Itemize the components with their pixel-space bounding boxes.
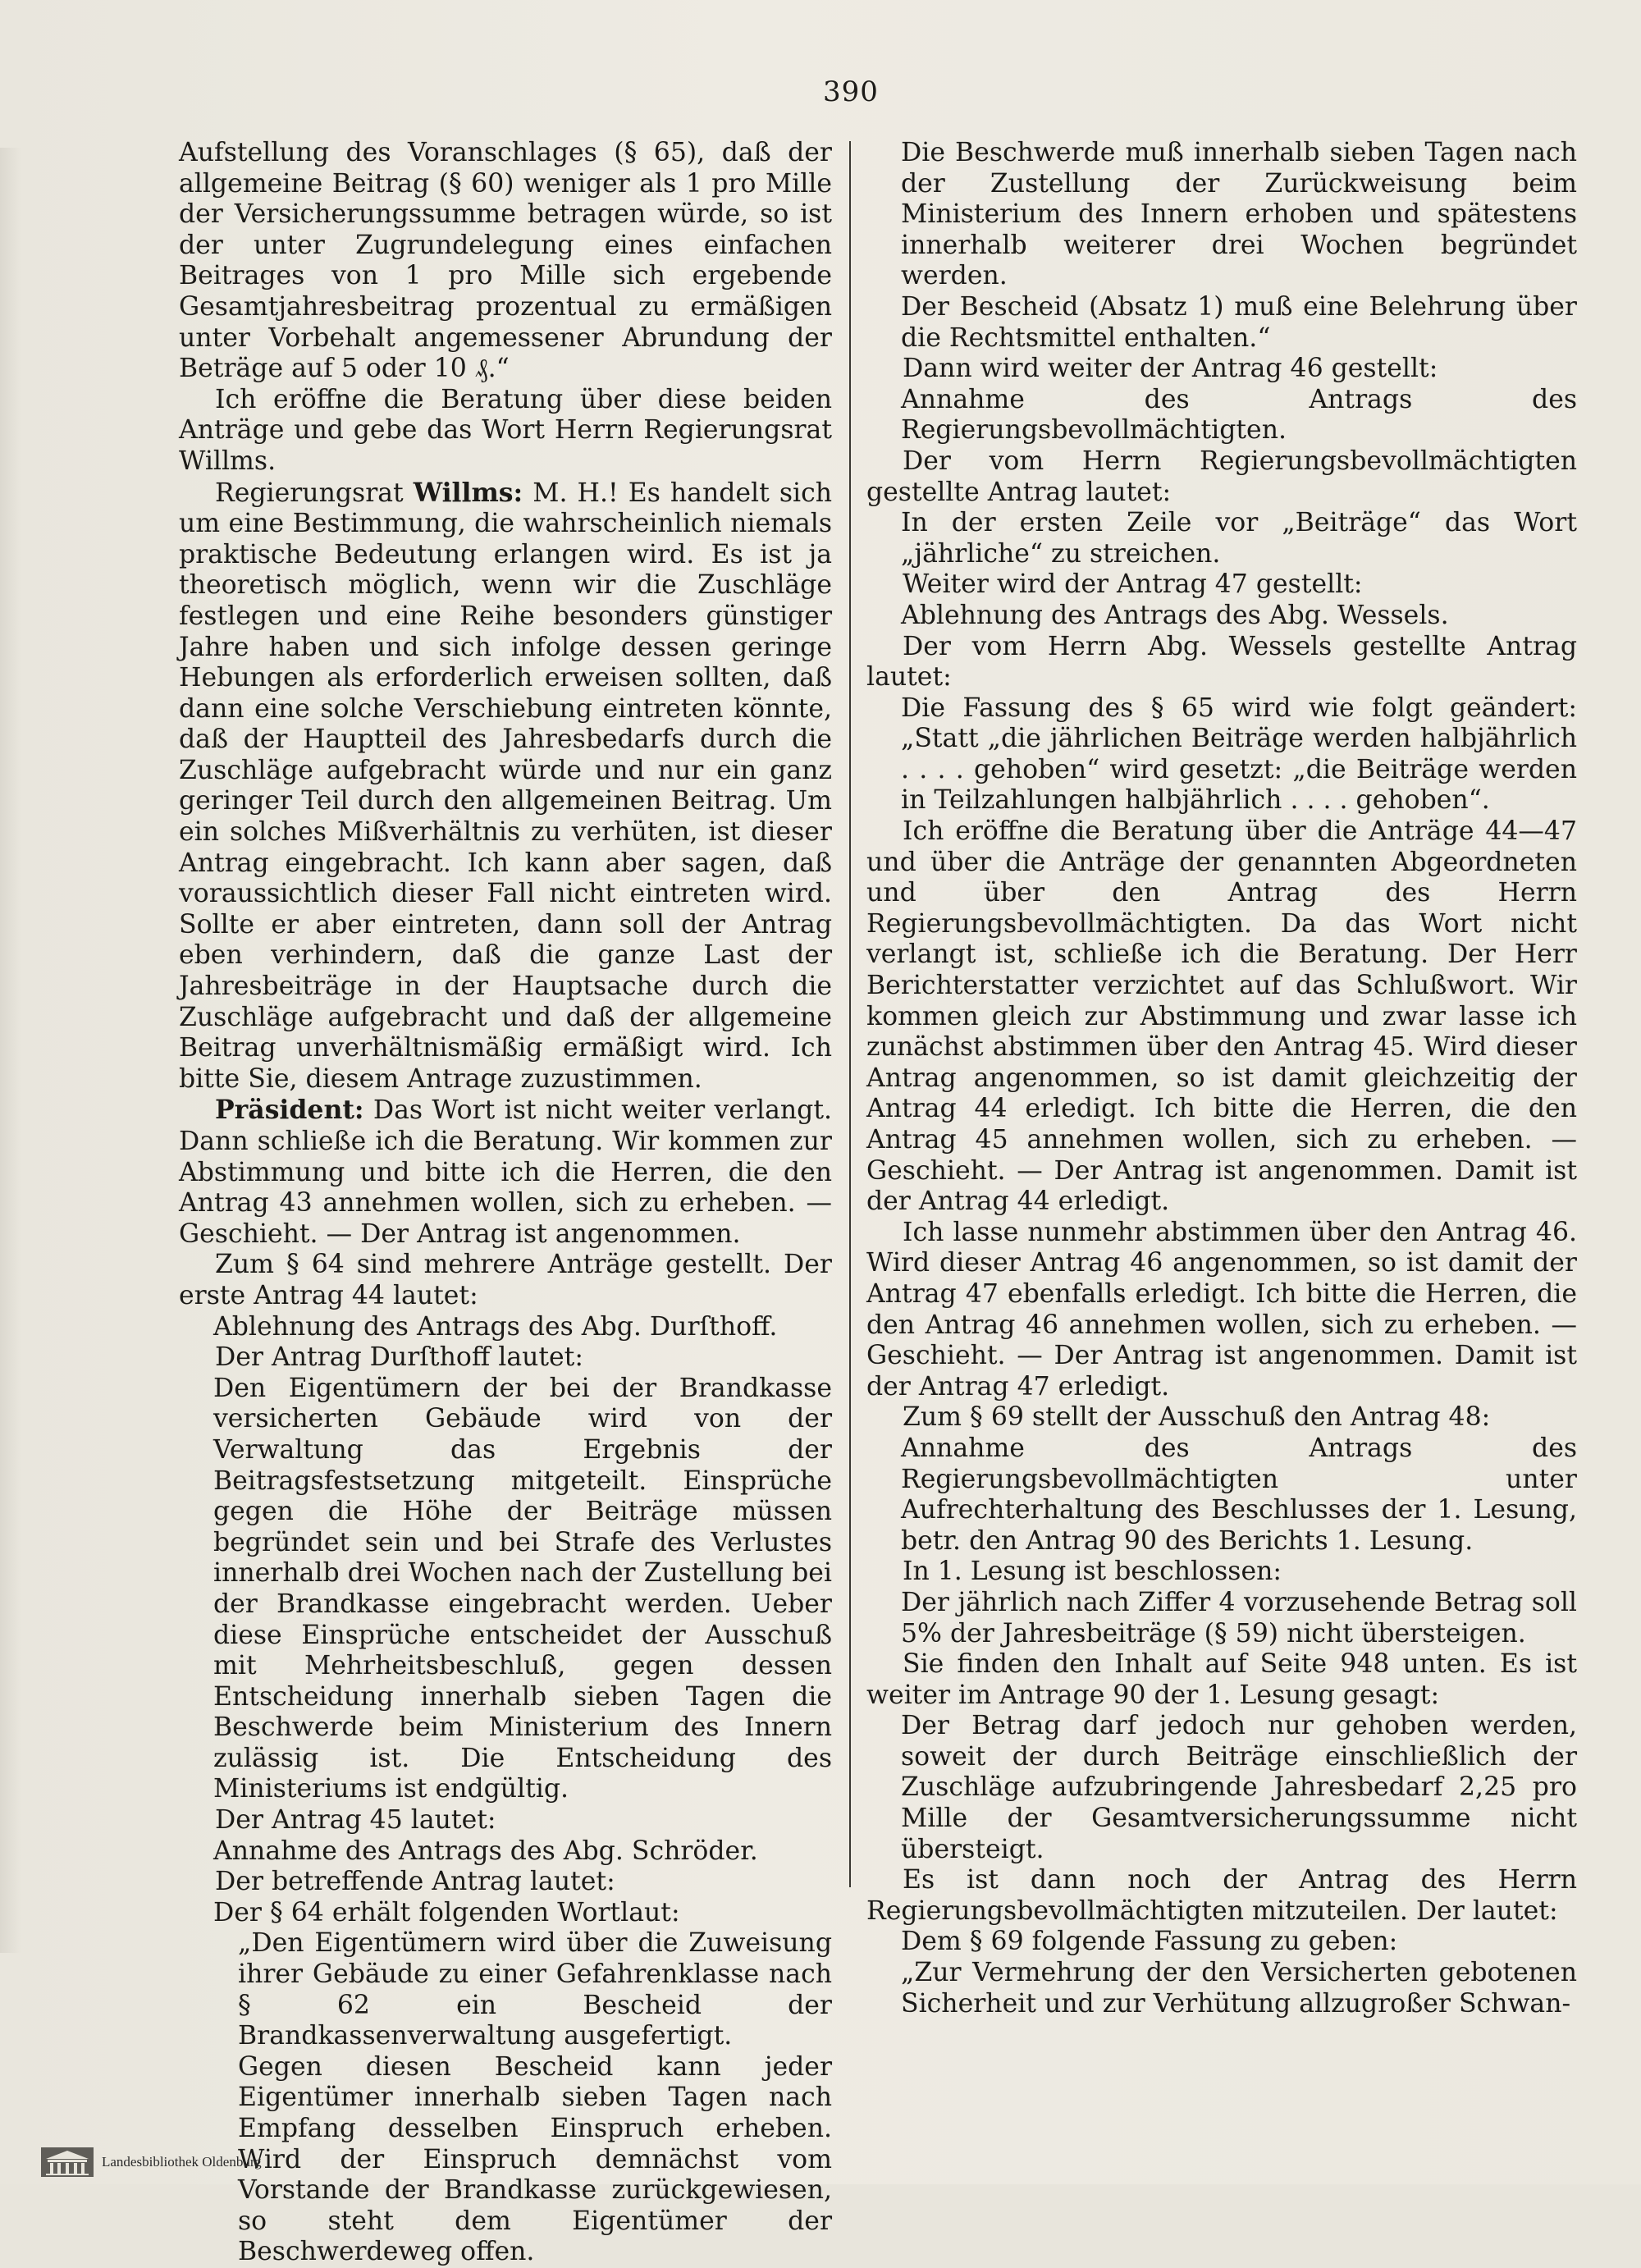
quoted-text: „Zur Vermehrung der den Versicherten gebotenen Sicherheit und zur Verhütung allzugroßer Schwan-: [901, 1958, 1577, 2019]
motion-text: Die Fassung des § 65 wird wie folgt geändert: „Statt „die jährlichen Beiträge werden halbjährlich . . . . gehoben“ wird gesetzt: „die Beiträge werden in Teilzahlungen halbjährlich . . . . gehoben“.: [901, 693, 1577, 816]
quoted-text: Die Beschwerde muß innerhalb sieben Tagen nach der Zustellung der Zurückweisung beim Ministerium des Innern erhoben und spätestens innerhalb weiterer drei Wochen begründet werden.: [901, 138, 1577, 291]
paragraph: Ich eröffne die Beratung über diese beiden Anträge und gebe das Wort Herrn Regierungsrat Willms.: [179, 384, 832, 476]
right-column: [866, 138, 1577, 2019]
motion-text: Annahme des Antrags des Regierungsbevollmächtigten.: [901, 384, 1577, 446]
motion-text: Der Betrag darf jedoch nur gehoben werden, soweit der durch Beiträge einschließlich der Zuschläge aufzubringende Jahresbedarf 2,25 pro Mille der Gesamtversicherungssumme nicht übersteigt.: [901, 1711, 1577, 1864]
library-building-icon: [41, 2147, 94, 2177]
page-number: 390: [823, 75, 879, 108]
quoted-text: „Den Eigentümern wird über die Zuweisung ihrer Gebäude zu einer Gefahrenklasse nach § 62 ein Bescheid der Brandkassenverwaltung ausgefertigt.: [238, 1928, 832, 2051]
paragraph: Sie finden den Inhalt auf Seite 948 unten. Es ist weiter im Antrage 90 der 1. Lesung gesagt:: [866, 1649, 1577, 1710]
paragraph: Der § 64 erhält folgenden Wortlaut:: [213, 1897, 680, 1927]
quoted-text: Der Bescheid (Absatz 1) muß eine Belehrung über die Rechtsmittel enthalten.“: [901, 291, 1577, 353]
paragraph: Der Antrag 45 lautet:: [215, 1805, 496, 1836]
paragraph: Es ist dann noch der Antrag des Herrn Regierungsbevollmächtigten mitzuteilen. Der lautet:: [866, 1865, 1577, 1926]
quoted-text: Gegen diesen Bescheid kann jeder Eigentümer innerhalb sieben Tagen nach Empfang desselben Einspruch erheben. Wird der Einspruch demnächst vom Vorstande der Brandkasse zurückgewiesen, so steht dem Eigentümer der Beschwerdeweg offen.: [238, 2051, 832, 2267]
library-name: Landesbibliothek Oldenburg: [102, 2154, 262, 2170]
motion-text: Den Eigentümern der bei der Brandkasse versicherten Gebäude wird von der Verwaltung das Ergebnis der Beitragsfestsetzung mitgeteilt. Einsprüche gegen die Höhe der Beiträge müssen begründet sein und bei Strafe des Verlustes innerhalb drei Wochen nach der Zustellung bei der Brandkasse eingebracht werden. Ueber diese Einsprüche entscheidet der Ausschuß mit Mehrheitsbeschluß, gegen dessen Entscheidung innerhalb sieben Tagen die Beschwerde beim Ministerium des Innern zulässig ist. Die Entscheidung des Ministeriums ist endgültig.: [213, 1373, 833, 1804]
paragraph: Zum § 64 sind mehrere Anträge gestellt. Der erste Antrag 44 lautet:: [179, 1250, 832, 1310]
paragraph: Ich eröffne die Beratung über die Anträge 44—47 und über die Anträge der genannten Abgeordneten und über den Antrag des Herrn Regierungsbevollmächtigten. Da das Wort nicht verlangt ist, schließe ich die Beratung. Der Herr Berichterstatter verzichtet auf das Schlußwort. Wir kommen gleich zur Abstimmung und zwar lasse ich zunächst abstimmen über den Antrag 45. Wird dieser Antrag angenommen, so ist damit gleichzeitig der Antrag 44 erledigt. Ich bitte die Herren, die den Antrag 45 annehmen wollen, sich zu erheben. — Geschieht. — Der Antrag ist angenommen. Damit ist der Antrag 44 erledigt.: [866, 816, 1577, 1217]
paragraph: Der betreffende Antrag lautet:: [215, 1867, 615, 1897]
paragraph: Dann wird weiter der Antrag 46 gestellt:: [903, 354, 1438, 384]
motion-text: Annahme des Antrags des Abg. Schröder.: [213, 1836, 758, 1866]
paragraph: Dem § 69 folgende Fassung zu geben:: [901, 1927, 1398, 1957]
speaker-title: Regierungsrat: [215, 478, 414, 508]
motion-text: Ablehnung des Antrags des Abg. Durſthoff.: [213, 1311, 778, 1342]
paragraph: Aufstellung des Voranschlages (§ 65), daß der allgemeine Beitrag (§ 60) weniger als 1 pro Mille der Versicherungssumme betragen würde, so ist der unter Zugrundelegung eines einfachen Beitrages von 1 pro Mille sich ergebende Gesamtjahresbeitrag prozentual zu ermäßigen unter Vorbehalt angemessener Abrundung der Beträge auf 5 oder 10 ₰.“: [179, 138, 832, 384]
speaker-name: Präsident:: [215, 1095, 364, 1126]
paragraph: Der vom Herrn Abg. Wessels gestellte Antrag lautet:: [866, 631, 1577, 693]
speech-president: [179, 1095, 832, 1250]
motion-text: Ablehnung des Antrags des Abg. Wessels.: [901, 600, 1449, 630]
speech-willms: [179, 478, 832, 1095]
motion-text: In der ersten Zeile vor „Beiträge“ das Wort „jährliche“ zu streichen.: [901, 508, 1577, 569]
paragraph: Weiter wird der Antrag 47 gestellt:: [903, 569, 1363, 600]
paragraph: Der vom Herrn Regierungsbevollmächtigten gestellte Antrag lautet:: [866, 446, 1577, 507]
motion-text: Der jährlich nach Ziffer 4 vorzusehende Betrag soll 5% der Jahresbeiträge (§ 59) nicht übersteigen.: [901, 1587, 1577, 1648]
page-edge-shadow: [0, 148, 21, 1953]
paragraph: In 1. Lesung ist beschlossen:: [903, 1557, 1282, 1587]
footer-watermark: [41, 2146, 533, 2179]
column-divider: [849, 141, 851, 1887]
speech-text: Das Wort ist nicht weiter verlangt. Dann schließe ich die Beratung. Wir kommen zur Abstimmung und bitte ich die Herren, die den Antrag 43 annehmen wollen, sich zu erheben. — Geschieht. — Der Antrag ist angenommen.: [179, 1095, 832, 1249]
paragraph: Der Antrag Durſthoff lautet:: [215, 1342, 583, 1373]
speech-text: M. H.! Es handelt sich um eine Bestimmung, die wahrscheinlich niemals praktische Bedeutung erlangen wird. Es ist ja theoretisch möglich, wenn wir die Zuschläge festlegen und eine Reihe besonders günstiger Jahre haben und sich infolge dessen geringe Hebungen als erforderlich erweisen sollten, daß dann eine solche Verschiebung eintreten könnte, daß der Hauptteil des Jahresbedarfs durch die Zuschläge aufgebracht würde und nur ein ganz geringer Teil durch den allgemeinen Beitrag. Um ein solches Mißverhältnis zu verhüten, ist dieser Antrag eingebracht. Ich kann aber sagen, daß voraussichtlich dieser Fall nicht eintreten wird. Sollte er aber eintreten, dann soll der Antrag eben verhindern, daß die ganze Last der Jahresbeiträge in der Hauptsache durch die Zuschläge aufgebracht und daß der allgemeine Beitrag unverhältnismäßig ermäßigt wird. Ich bitte Sie, diesem Antrage zuzustimmen.: [179, 478, 832, 1094]
speaker-name: Willms:: [413, 477, 523, 508]
paragraph: Zum § 69 stellt der Ausschuß den Antrag 48:: [903, 1402, 1491, 1433]
paragraph: Ich lasse nunmehr abstimmen über den Antrag 46. Wird dieser Antrag 46 angenommen, so ist damit der Antrag 47 ebenfalls erledigt. Ich bitte die Herren, die den Antrag 46 annehmen wollen, sich zu erheben. — Geschieht. — Der Antrag ist angenommen. Damit ist der Antrag 47 erledigt.: [866, 1217, 1577, 1401]
left-column: [179, 138, 832, 2268]
motion-text: Annahme des Antrags des Regierungsbevollmächtigten unter Aufrechterhaltung des Beschlusses der 1. Lesung, betr. den Antrag 90 des Berichts 1. Lesung.: [901, 1433, 1577, 1556]
